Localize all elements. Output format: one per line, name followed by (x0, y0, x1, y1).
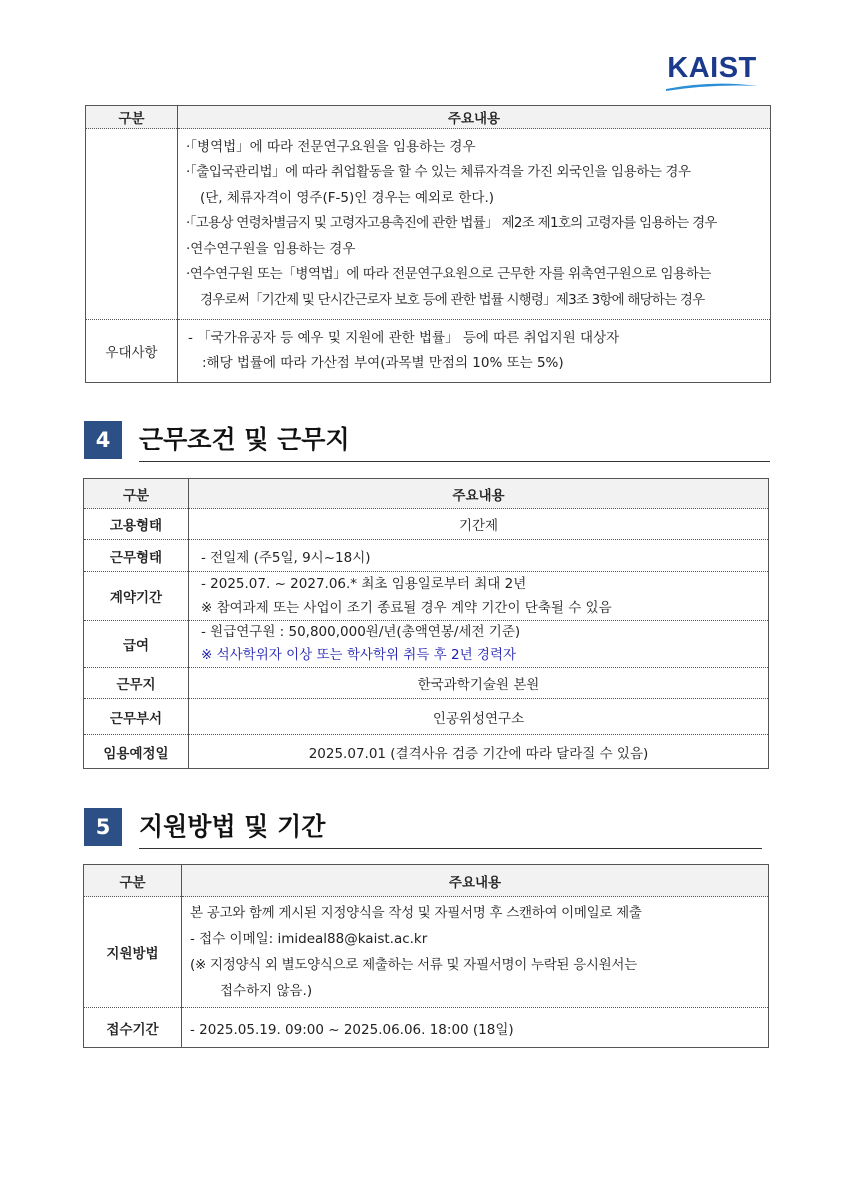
content-line: - 「국가유공자 등 예우 및 지원에 관한 법률」 등에 따른 취업지원 대상자 (188, 329, 620, 346)
row-label: 고용형태 (84, 509, 189, 540)
table-row (86, 320, 771, 383)
header-content: 주요내용 (182, 865, 769, 897)
salary-note: ※ 석사학위자 이상 또는 학사학위 취득 후 2년 경력자 (201, 647, 517, 663)
salary-value (189, 621, 769, 668)
header-category: 구분 (84, 479, 189, 509)
row-label: 급여 (84, 621, 189, 668)
section-title: 근무조건 및 근무지 (139, 425, 350, 454)
table-header-row (84, 865, 769, 897)
table-header-row (84, 479, 769, 509)
content-line: ·「고용상 연령차별금지 및 고령자고용촉진에 관한 법률」 제2조 제1호의 고령자를 임용하는 경우 (186, 215, 717, 232)
section-rule (139, 461, 770, 462)
employment-type-value: 기간제 (189, 509, 769, 540)
section-number: 4 (84, 421, 122, 459)
contract-note: ※ 참여과제 또는 사업이 조기 종료될 경우 계약 기간이 단축될 수 있음 (201, 600, 612, 616)
section-title: 지원방법 및 기간 (139, 812, 326, 841)
row-label: 근무지 (84, 668, 189, 699)
section-rule (139, 848, 762, 849)
email-line: - 접수 이메일: imideal88@kaist.ac.kr (190, 931, 428, 947)
application-table (83, 864, 769, 1048)
section-number: 5 (84, 808, 122, 846)
period-value: - 2025.05.19. 09:00 ~ 2025.06.06. 18:00 (18일) (182, 1008, 769, 1048)
work-type-value: - 전일제 (주5일, 9시~18시) (189, 540, 769, 572)
location-value: 한국과학기술원 본원 (189, 668, 769, 699)
content-line: 접수하지 않음.) (220, 983, 313, 999)
row-label: 지원방법 (84, 897, 182, 1008)
content-line: (단, 체류자격이 영주(F-5)인 경우는 예외로 한다.) (200, 189, 495, 206)
header-content: 주요내용 (178, 106, 771, 129)
table-row (84, 699, 769, 735)
table-row (84, 735, 769, 769)
logo-text: KAIST (667, 52, 757, 84)
row-label: 우대사항 (86, 320, 178, 383)
table-row (84, 621, 769, 668)
contract-value (189, 572, 769, 621)
work-conditions-table (83, 478, 769, 769)
table-row (84, 668, 769, 699)
section-5-heading (84, 808, 770, 848)
row-label: 근무부서 (84, 699, 189, 735)
exception-content (178, 129, 771, 320)
row-label: 임용예정일 (84, 735, 189, 769)
logo-swoosh-icon (664, 82, 760, 92)
content-line: (※ 지정양식 외 별도양식으로 제출하는 서류 및 자필서명이 누락된 응시원서는 (190, 957, 637, 973)
table-row (84, 509, 769, 540)
table-row (84, 1008, 769, 1048)
requirements-table (85, 105, 771, 383)
content-line: 경우로써「기간제 및 단시간근로자 보호 등에 관한 법률 시행령」제3조 3항에 해당하는 경우 (200, 291, 705, 308)
row-label: 접수기간 (84, 1008, 182, 1048)
method-content (182, 897, 769, 1008)
content-line: ·연수연구원 또는「병역법」에 따라 전문연구요원으로 근무한 자를 위촉연구원으로 임용하는 (186, 266, 712, 283)
department-value: 인공위성연구소 (189, 699, 769, 735)
table-header-row (86, 106, 771, 129)
header-content: 주요내용 (189, 479, 769, 509)
content-line: :해당 법률에 따라 가산점 부여(과목별 만점의 10% 또는 5%) (202, 355, 564, 371)
row-label: 계약기간 (84, 572, 189, 621)
table-row (84, 572, 769, 621)
kaist-logo (664, 52, 760, 94)
table-row (86, 129, 771, 320)
header-category: 구분 (84, 865, 182, 897)
content-line: ·「병역법」에 따라 전문연구요원을 임용하는 경우 (186, 138, 476, 155)
section-4-heading (84, 421, 770, 461)
preference-content (178, 320, 771, 383)
empty-label-cell (86, 129, 178, 320)
content-line: 본 공고와 함께 게시된 지정양식을 작성 및 자필서명 후 스캔하여 이메일로 제출 (190, 905, 642, 921)
table-row (84, 897, 769, 1008)
salary-line: - 원급연구원 : 50,800,000원/년(총액연봉/세전 기준) (201, 624, 521, 640)
row-label: 근무형태 (84, 540, 189, 572)
header-category: 구분 (86, 106, 178, 129)
content-line: ·「출입국관리법」에 따라 취업활동을 할 수 있는 체류자격을 가진 외국인을 임용하는 경우 (186, 164, 691, 181)
start-date-value: 2025.07.01 (결격사유 검증 기간에 따라 달라질 수 있음) (189, 735, 769, 769)
contract-line: - 2025.07. ~ 2027.06.* 최초 임용일로부터 최대 2년 (201, 576, 527, 592)
content-line: ·연수연구원을 임용하는 경우 (186, 240, 356, 257)
table-row (84, 540, 769, 572)
